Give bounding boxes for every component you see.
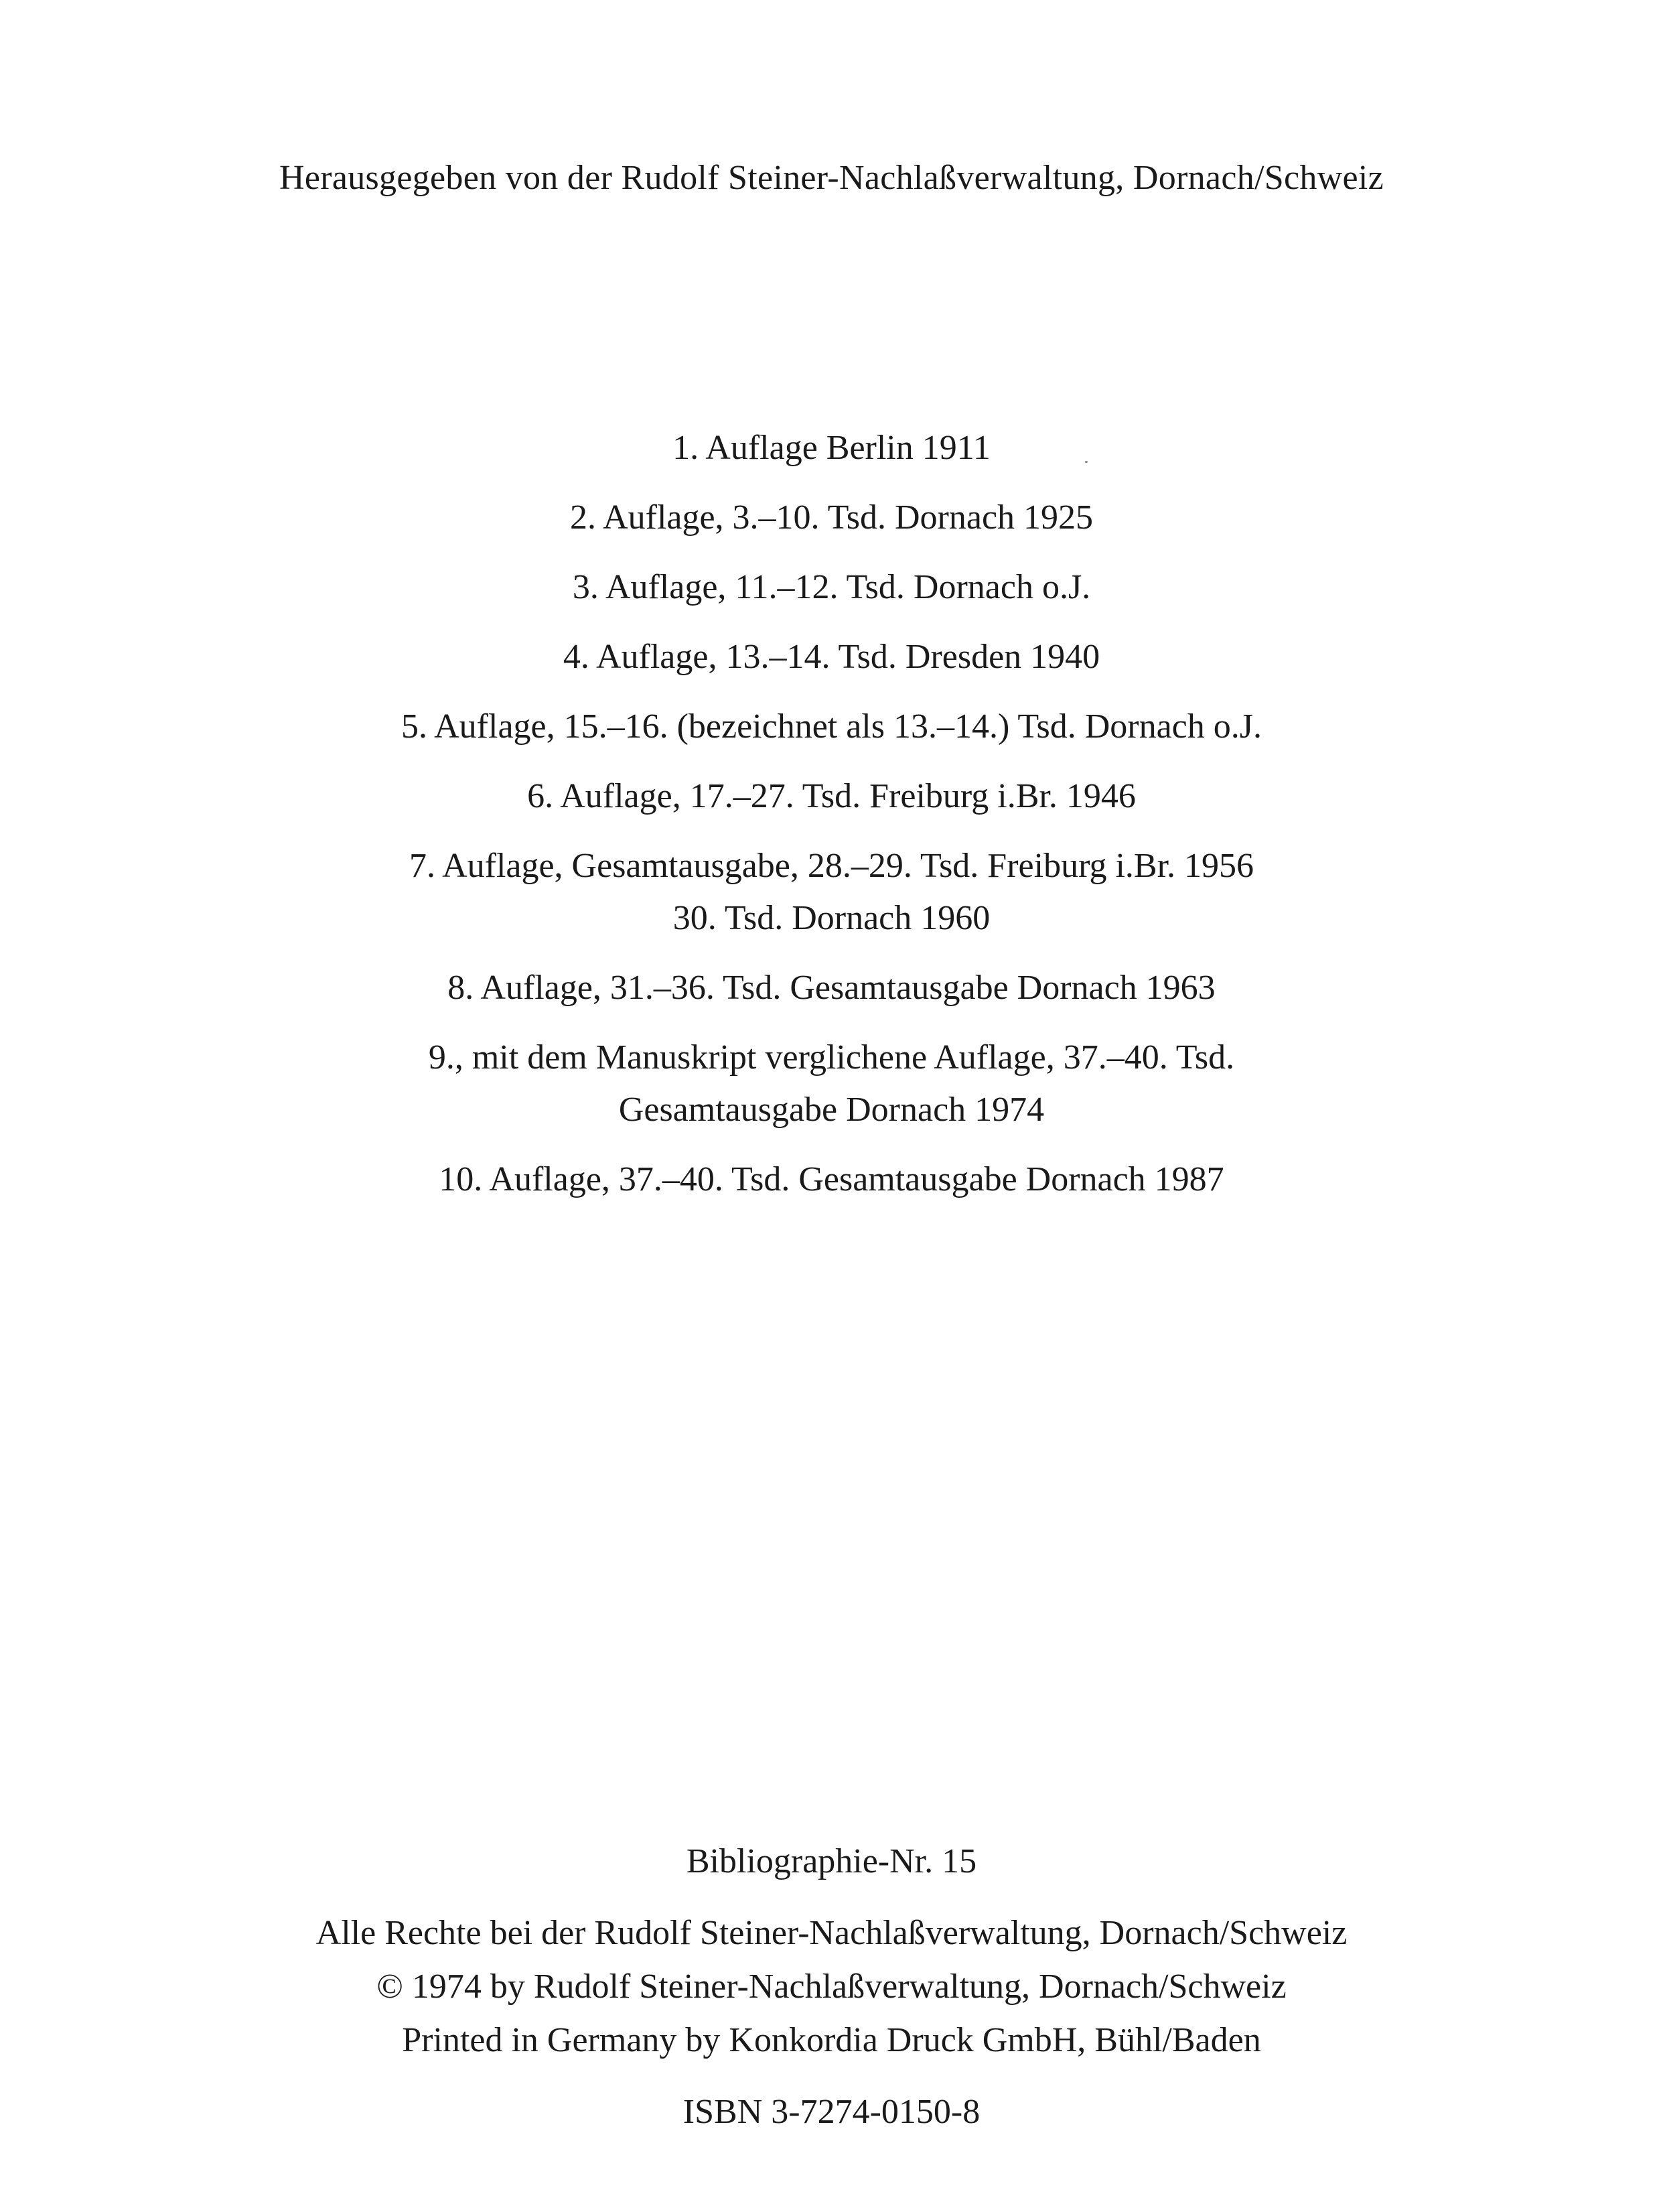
publisher-line: Herausgegeben von der Rudolf Steiner-Nachlaßverwaltung, Dornach/Schweiz — [279, 159, 1384, 197]
edition-entry — [0, 962, 1663, 1014]
edition-entry — [0, 492, 1663, 544]
edition-line: 6. Auflage, 17.–27. Tsd. Freiburg i.Br. 1946 — [527, 777, 1136, 815]
edition-line: 9., mit dem Manuskript verglichene Auflage, 37.–40. Tsd. — [428, 1038, 1235, 1077]
copyright-notice: © 1974 by Rudolf Steiner-Nachlaßverwaltung, Dornach/Schweiz — [376, 1967, 1287, 2006]
rights-notice: Alle Rechte bei der Rudolf Steiner-Nachlaßverwaltung, Dornach/Schweiz — [315, 1914, 1348, 1952]
edition-line: 4. Auflage, 13.–14. Tsd. Dresden 1940 — [563, 638, 1100, 676]
imprint-block — [0, 1836, 1663, 2138]
bibliography-number: Bibliographie-Nr. 15 — [686, 1842, 977, 1880]
edition-entry — [0, 770, 1663, 823]
edition-entry — [0, 422, 1663, 474]
edition-line: 1. Auflage Berlin 1911 — [672, 429, 991, 467]
edition-line: 8. Auflage, 31.–36. Tsd. Gesamtausgabe Dornach 1963 — [447, 969, 1216, 1007]
edition-line: 10. Auflage, 37.–40. Tsd. Gesamtausgabe Dornach 1987 — [439, 1160, 1224, 1198]
edition-line: 7. Auflage, Gesamtausgabe, 28.–29. Tsd. Freiburg i.Br. 1956 — [409, 847, 1254, 885]
edition-entry — [0, 561, 1663, 614]
printer-notice: Printed in Germany by Konkordia Druck GmbH, Bühl/Baden — [402, 2021, 1261, 2059]
edition-line-continued: Gesamtausgabe Dornach 1974 — [618, 1091, 1045, 1129]
edition-entry — [0, 631, 1663, 683]
edition-line: 5. Auflage, 15.–16. (bezeichnet als 13.–14.) Tsd. Dornach o.J. — [401, 707, 1262, 746]
edition-line: 3. Auflage, 11.–12. Tsd. Dornach o.J. — [572, 568, 1091, 606]
edition-entry — [0, 1154, 1663, 1206]
isbn: ISBN 3-7274-0150-8 — [682, 2093, 981, 2131]
edition-line: 2. Auflage, 3.–10. Tsd. Dornach 1925 — [569, 498, 1094, 537]
edition-entry — [0, 1032, 1663, 1136]
edition-line-continued: 30. Tsd. Dornach 1960 — [672, 899, 991, 937]
edition-entry — [0, 840, 1663, 945]
edition-entry — [0, 701, 1663, 753]
edition-history — [0, 422, 1663, 1223]
